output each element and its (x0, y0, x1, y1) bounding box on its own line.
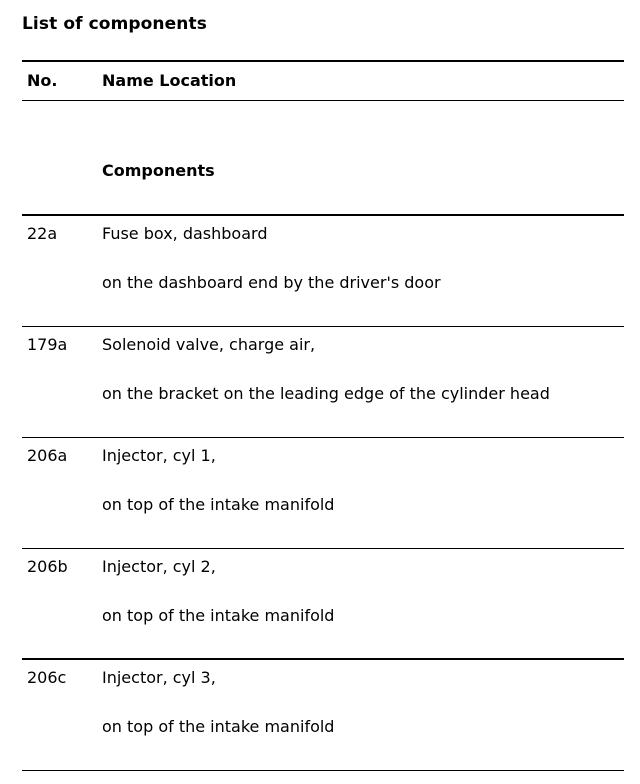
row-location: on the dashboard end by the driver's door (102, 273, 441, 292)
section-title: Components (102, 161, 215, 180)
table-bottom-rule (22, 770, 624, 771)
document-title: List of components (22, 14, 207, 34)
row-number: 206c (27, 668, 67, 687)
row-number: 22a (27, 224, 58, 243)
header-bottom-rule (22, 100, 624, 101)
header-no: No. (27, 71, 58, 90)
row-number: 206a (27, 446, 68, 465)
row-name: Solenoid valve, charge air, (102, 335, 316, 354)
row-number: 179a (27, 335, 68, 354)
table-row (0, 216, 640, 326)
row-name: Injector, cyl 1, (102, 446, 216, 465)
row-location: on top of the intake manifold (102, 606, 335, 625)
table-row (0, 660, 640, 770)
header-name-location: Name Location (102, 71, 237, 90)
row-name: Fuse box, dashboard (102, 224, 268, 243)
row-location: on top of the intake manifold (102, 495, 335, 514)
row-location: on top of the intake manifold (102, 717, 335, 736)
row-name: Injector, cyl 2, (102, 557, 216, 576)
row-name: Injector, cyl 3, (102, 668, 216, 687)
header-top-rule (22, 60, 624, 62)
row-number: 206b (27, 557, 68, 576)
row-location: on the bracket on the leading edge of the cylinder head (102, 384, 550, 403)
table-row (0, 549, 640, 659)
table-row (0, 438, 640, 548)
table-row (0, 327, 640, 437)
